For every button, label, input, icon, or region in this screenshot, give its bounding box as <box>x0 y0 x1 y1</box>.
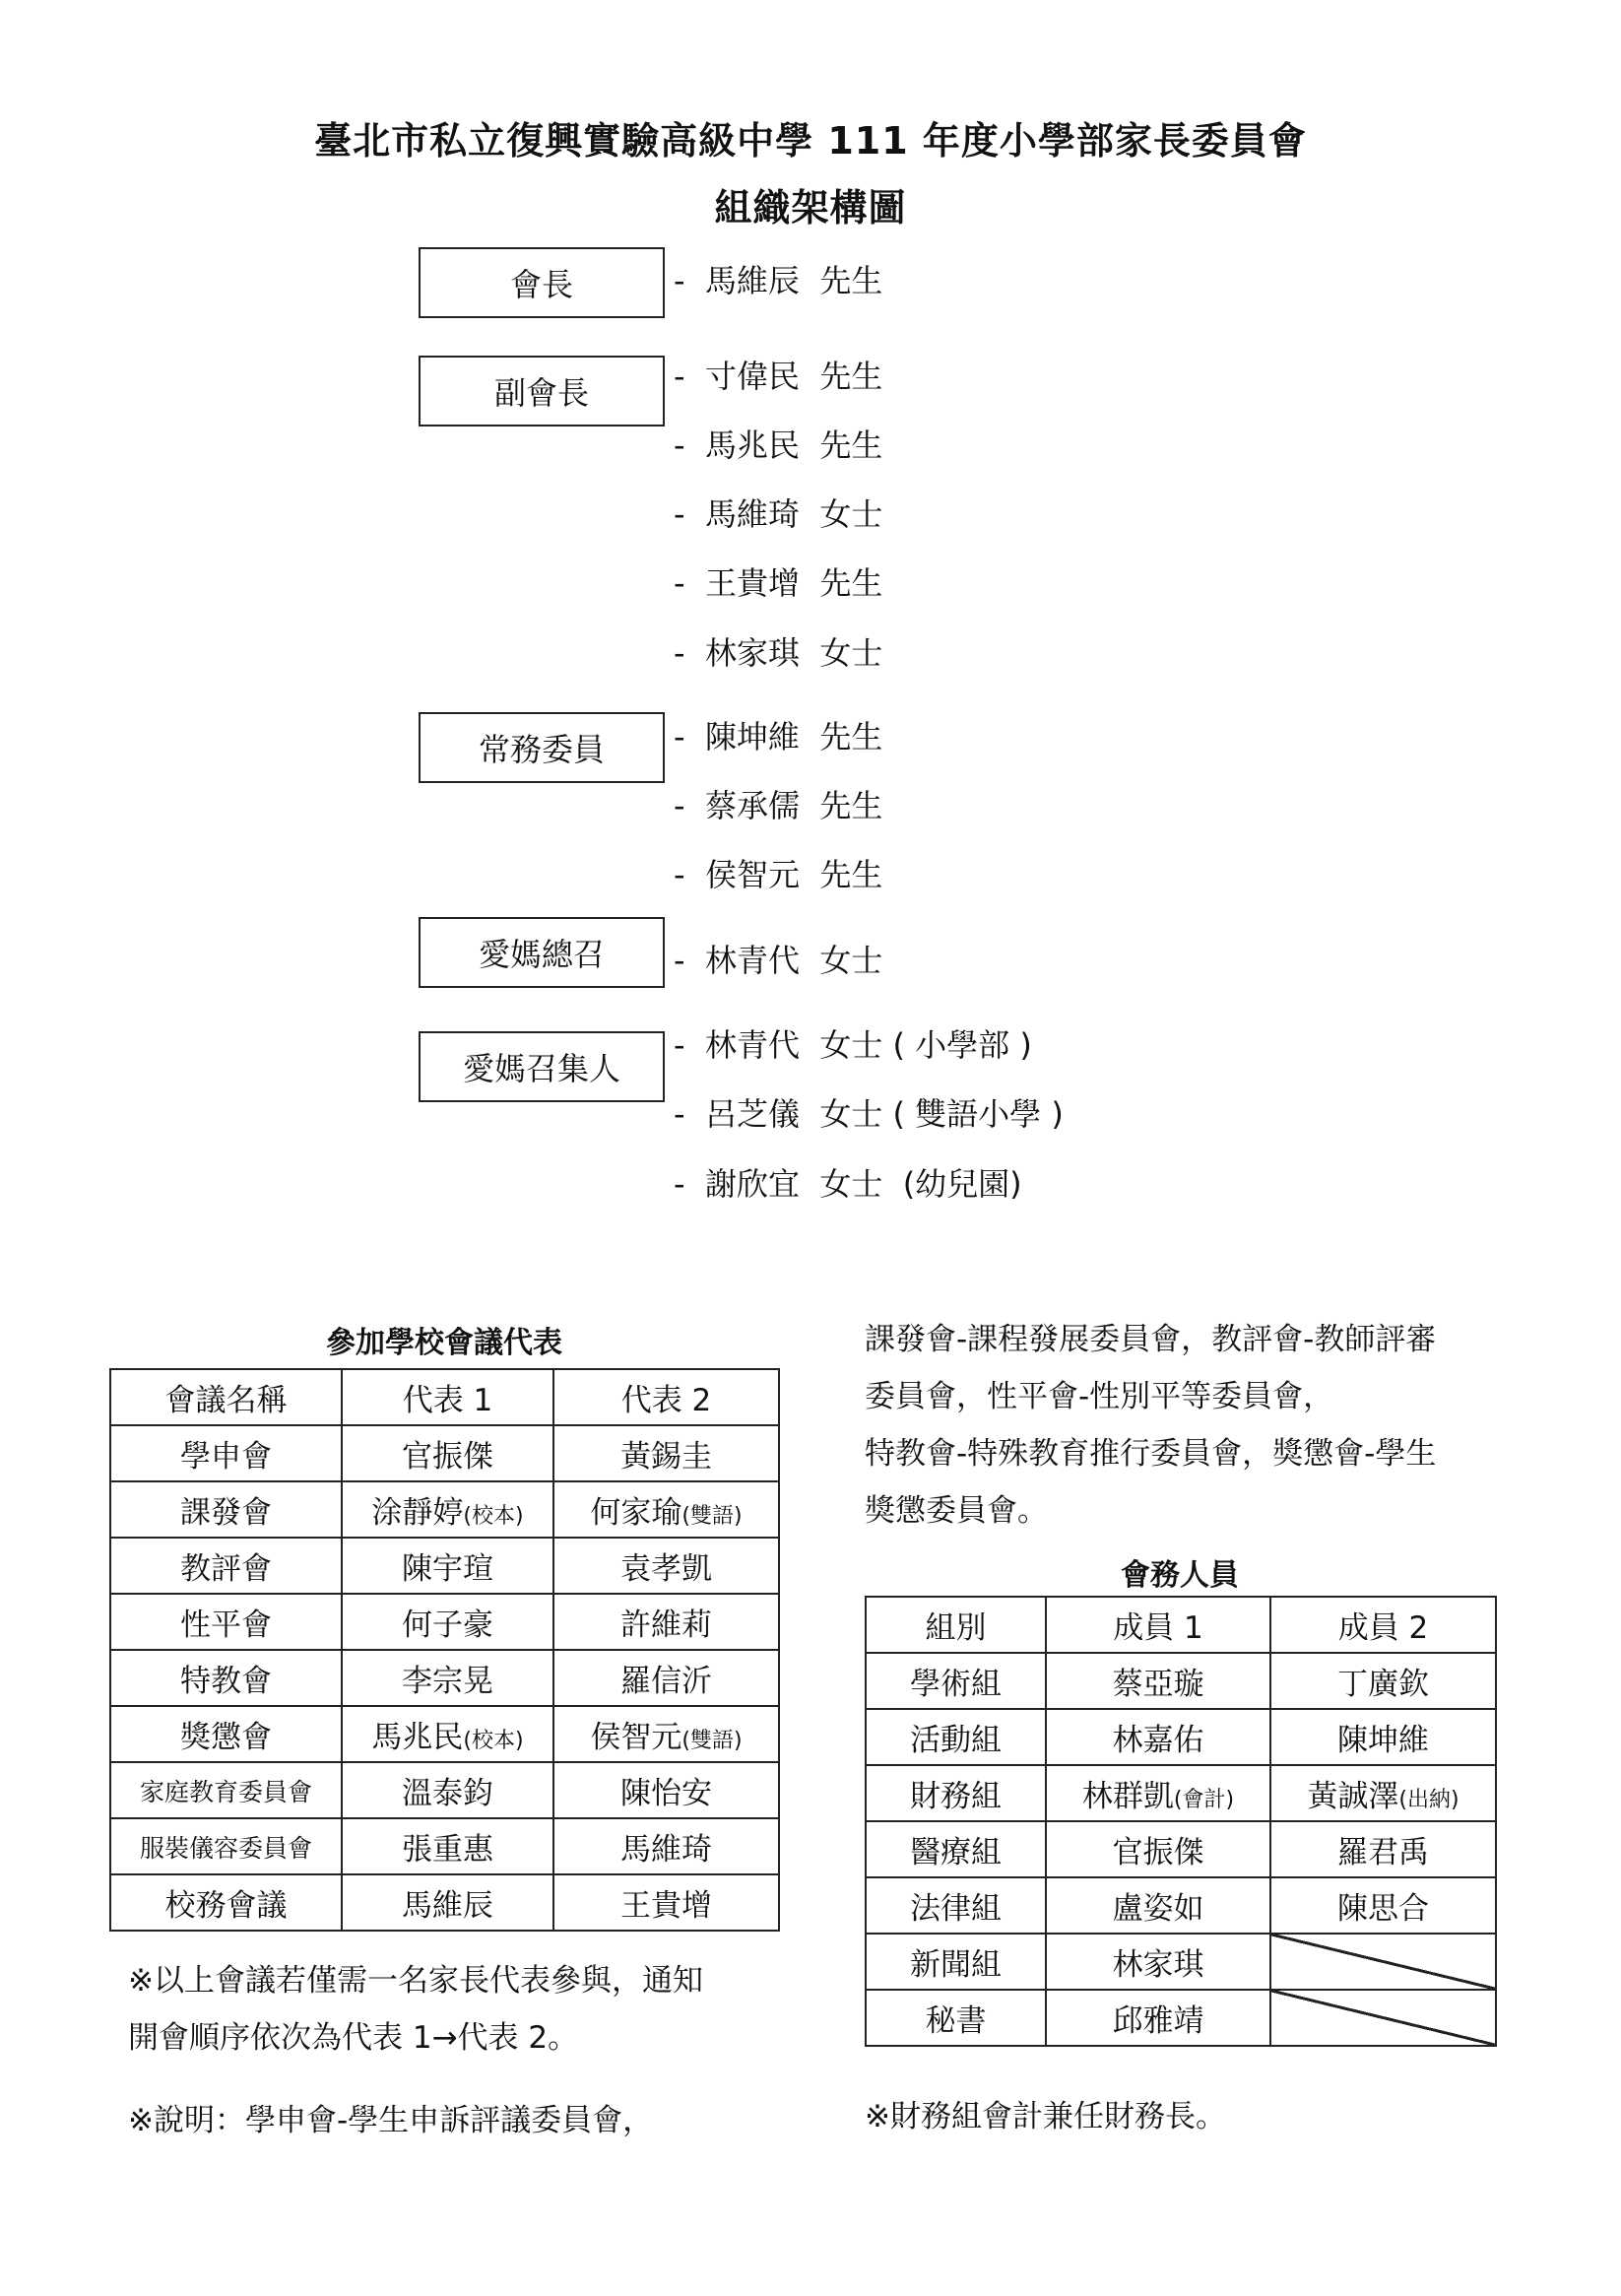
member1-cell <box>1046 1934 1270 1990</box>
member1-cell <box>1046 1821 1270 1877</box>
member-item <box>674 1094 1064 1134</box>
member1-name: 盧姿如 <box>1112 1891 1204 1927</box>
member-dash: - <box>674 856 685 893</box>
meetings-note-line1: ※以上會議若僅需一名家長代表參與，通知 <box>128 1963 703 1999</box>
meeting-name: 課發會 <box>110 1481 342 1538</box>
member-name: 馬維琦 女士 <box>705 495 883 533</box>
member1-cell <box>1046 1990 1270 2046</box>
meetings-note-line2: 開會順序依次為代表 1→代表 2。 <box>128 2020 579 2056</box>
rep1-cell <box>342 1538 553 1594</box>
table-row <box>866 1934 1496 1990</box>
meeting-name: 校務會議 <box>110 1874 342 1931</box>
rep1-name: 溫泰鈞 <box>402 1776 493 1811</box>
member1-name: 官振傑 <box>1112 1835 1204 1870</box>
member2-name: 陳坤維 <box>1337 1723 1429 1758</box>
rep2-cell <box>553 1818 779 1874</box>
rep1-cell <box>342 1762 553 1818</box>
rep2-name: 羅信沂 <box>620 1664 712 1699</box>
rep2-cell <box>553 1481 779 1538</box>
rep1-cell <box>342 1706 553 1762</box>
member-dash: - <box>674 564 685 602</box>
rep2-name: 黃錫圭 <box>620 1439 712 1475</box>
member-item <box>674 633 882 673</box>
meeting-name: 獎懲會 <box>110 1706 342 1762</box>
member2-cell <box>1270 1653 1496 1709</box>
meeting-name: 服裝儀容委員會 <box>110 1818 342 1874</box>
member1-cell <box>1046 1653 1270 1709</box>
abbrev-line1: 課發會-課程發展委員會，教評會-教師評審 <box>865 1322 1437 1357</box>
member1-name: 蔡亞璇 <box>1112 1667 1204 1702</box>
rep1-name: 涂靜婷 <box>371 1495 464 1531</box>
rep2-name: 袁孝凱 <box>620 1551 712 1587</box>
meeting-name: 教評會 <box>110 1538 342 1594</box>
member1-cell <box>1046 1709 1270 1765</box>
abbrev-line3: 特教會-特殊教育推行委員會，獎懲會-學生 <box>865 1436 1437 1472</box>
member-item <box>674 261 882 300</box>
rep2-cell <box>553 1762 779 1818</box>
member2-name: 陳思合 <box>1337 1891 1429 1927</box>
table-row <box>866 1653 1496 1709</box>
abbrev-line4: 獎懲委員會。 <box>865 1493 1048 1529</box>
member-dash: - <box>674 634 685 672</box>
table-row <box>110 1650 779 1706</box>
empty-slashed-cell <box>1270 1990 1496 2046</box>
table-header-row <box>110 1369 779 1425</box>
table-row <box>866 1765 1496 1821</box>
table-row <box>866 1877 1496 1934</box>
member-item <box>674 1164 1022 1204</box>
rep1-cell <box>342 1874 553 1931</box>
meeting-name: 性平會 <box>110 1594 342 1650</box>
member-name: 林青代 女士 ( 小學部 ) <box>705 1026 1032 1064</box>
table-header-row <box>866 1597 1496 1653</box>
member2-name: 丁廣欽 <box>1337 1667 1429 1702</box>
member1-cell <box>1046 1877 1270 1934</box>
role-box-vice-president: 副會長 <box>419 356 665 426</box>
rep2-name: 陳怡安 <box>620 1776 712 1811</box>
rep2-name: 王貴增 <box>620 1888 712 1924</box>
rep1-cell <box>342 1481 553 1538</box>
member-item <box>674 357 882 396</box>
member-name: 陳坤維 先生 <box>705 718 883 755</box>
rep1-name: 馬維辰 <box>402 1888 493 1924</box>
table-row <box>866 1709 1496 1765</box>
table-row <box>110 1425 779 1481</box>
member2-name: 羅君禹 <box>1337 1835 1429 1870</box>
table-row <box>866 1821 1496 1877</box>
rep1-cell <box>342 1818 553 1874</box>
rep1-cell <box>342 1425 553 1481</box>
member-name: 林家琪 女士 <box>705 634 883 672</box>
header-cell: 成員 1 <box>1046 1597 1270 1653</box>
member2-name: 黃誠澤 <box>1307 1779 1399 1814</box>
member2-note: (出納) <box>1398 1788 1459 1812</box>
member-dash: - <box>674 1165 685 1203</box>
group-name: 法律組 <box>866 1877 1046 1934</box>
table-row <box>110 1762 779 1818</box>
member-dash: - <box>674 1026 685 1064</box>
header-cell: 組別 <box>866 1597 1046 1653</box>
rep2-note: (雙語) <box>681 1729 743 1753</box>
rep1-note: (校本) <box>463 1504 524 1529</box>
rep1-name: 何子豪 <box>402 1607 493 1643</box>
group-name: 新聞組 <box>866 1934 1046 1990</box>
table-row <box>110 1874 779 1931</box>
member1-name: 林嘉佑 <box>1112 1723 1204 1758</box>
meetings-table-title: 參加學校會議代表 <box>326 1326 562 1360</box>
rep2-cell <box>553 1425 779 1481</box>
group-name: 活動組 <box>866 1709 1046 1765</box>
meeting-name: 特教會 <box>110 1650 342 1706</box>
member-name: 蔡承儒 先生 <box>705 787 883 824</box>
member-dash: - <box>674 942 685 979</box>
member-dash: - <box>674 787 685 824</box>
staff-note: ※財務組會計兼任財務長。 <box>865 2099 1226 2134</box>
member-name: 侯智元 先生 <box>705 856 883 893</box>
rep1-name: 馬兆民 <box>371 1720 464 1755</box>
role-box-standing-committee: 常務委員 <box>419 712 665 783</box>
member-item <box>674 786 882 825</box>
role-box-president: 會長 <box>419 247 665 318</box>
member-dash: - <box>674 426 685 464</box>
meeting-name: 學申會 <box>110 1425 342 1481</box>
table-row <box>110 1818 779 1874</box>
meetings-table <box>109 1368 780 1932</box>
rep1-name: 陳宇瑄 <box>402 1551 493 1587</box>
role-box-volunteer-convener: 愛媽召集人 <box>419 1031 665 1102</box>
member-dash: - <box>674 358 685 395</box>
member-name: 謝欣宜 女士 (幼兒園) <box>705 1165 1022 1203</box>
header-cell: 代表 1 <box>342 1369 553 1425</box>
table-row <box>110 1481 779 1538</box>
header-cell: 成員 2 <box>1270 1597 1496 1653</box>
empty-slashed-cell <box>1270 1934 1496 1990</box>
member-item <box>674 1025 1032 1065</box>
rep1-name: 張重惠 <box>402 1832 493 1868</box>
page-subtitle: 組織架構圖 <box>714 186 907 230</box>
role-box-volunteer-chief: 愛媽總召 <box>419 917 665 988</box>
staff-table <box>865 1596 1497 2047</box>
member-name: 王貴增 先生 <box>705 564 883 602</box>
group-name: 財務組 <box>866 1765 1046 1821</box>
member1-name: 林群凱 <box>1081 1779 1174 1814</box>
page-title: 臺北市私立復興實驗高級中學 111 年度小學部家長委員會 <box>314 119 1307 163</box>
member-item <box>674 941 882 980</box>
member2-cell <box>1270 1709 1496 1765</box>
rep2-cell <box>553 1874 779 1931</box>
member2-cell <box>1270 1877 1496 1934</box>
group-name: 秘書 <box>866 1990 1046 2046</box>
member-item <box>674 494 882 534</box>
rep1-note: (校本) <box>463 1729 524 1753</box>
member-item <box>674 426 882 465</box>
member-dash: - <box>674 1095 685 1133</box>
rep2-cell <box>553 1650 779 1706</box>
member2-cell <box>1270 1821 1496 1877</box>
member-name: 馬維辰 先生 <box>705 262 883 299</box>
rep2-note: (雙語) <box>681 1504 743 1529</box>
rep2-cell <box>553 1538 779 1594</box>
table-row <box>866 1990 1496 2046</box>
group-name: 醫療組 <box>866 1821 1046 1877</box>
rep2-name: 馬維琦 <box>620 1832 712 1868</box>
rep1-cell <box>342 1594 553 1650</box>
explain-note: ※說明：學申會-學生申訴評議委員會， <box>128 2103 654 2138</box>
staff-table-title: 會務人員 <box>1121 1558 1239 1593</box>
member2-cell <box>1270 1765 1496 1821</box>
table-row <box>110 1538 779 1594</box>
header-cell: 代表 2 <box>553 1369 779 1425</box>
member-dash: - <box>674 262 685 299</box>
member-name: 林青代 女士 <box>705 942 883 979</box>
rep1-name: 李宗晃 <box>402 1664 493 1699</box>
member-item <box>674 855 882 894</box>
header-cell: 會議名稱 <box>110 1369 342 1425</box>
group-name: 學術組 <box>866 1653 1046 1709</box>
table-row <box>110 1594 779 1650</box>
rep2-cell <box>553 1706 779 1762</box>
rep1-cell <box>342 1650 553 1706</box>
rep2-cell <box>553 1594 779 1650</box>
abbrev-line2: 委員會，性平會-性別平等委員會， <box>865 1379 1334 1414</box>
member-item <box>674 563 882 603</box>
member1-cell <box>1046 1765 1270 1821</box>
member1-note: (會計) <box>1173 1788 1235 1812</box>
member-item <box>674 717 882 756</box>
member-name: 馬兆民 先生 <box>705 426 883 464</box>
member1-name: 邱雅靖 <box>1112 2003 1204 2039</box>
member-name: 呂芝儀 女士 ( 雙語小學 ) <box>705 1095 1064 1133</box>
rep2-name: 何家瑜 <box>590 1495 682 1531</box>
rep2-name: 許維莉 <box>620 1607 712 1643</box>
rep1-name: 官振傑 <box>402 1439 493 1475</box>
meeting-name: 家庭教育委員會 <box>110 1762 342 1818</box>
member-name: 寸偉民 先生 <box>705 358 883 395</box>
member-dash: - <box>674 718 685 755</box>
table-row <box>110 1706 779 1762</box>
member1-name: 林家琪 <box>1112 1947 1204 1983</box>
rep2-name: 侯智元 <box>590 1720 682 1755</box>
member-dash: - <box>674 495 685 533</box>
